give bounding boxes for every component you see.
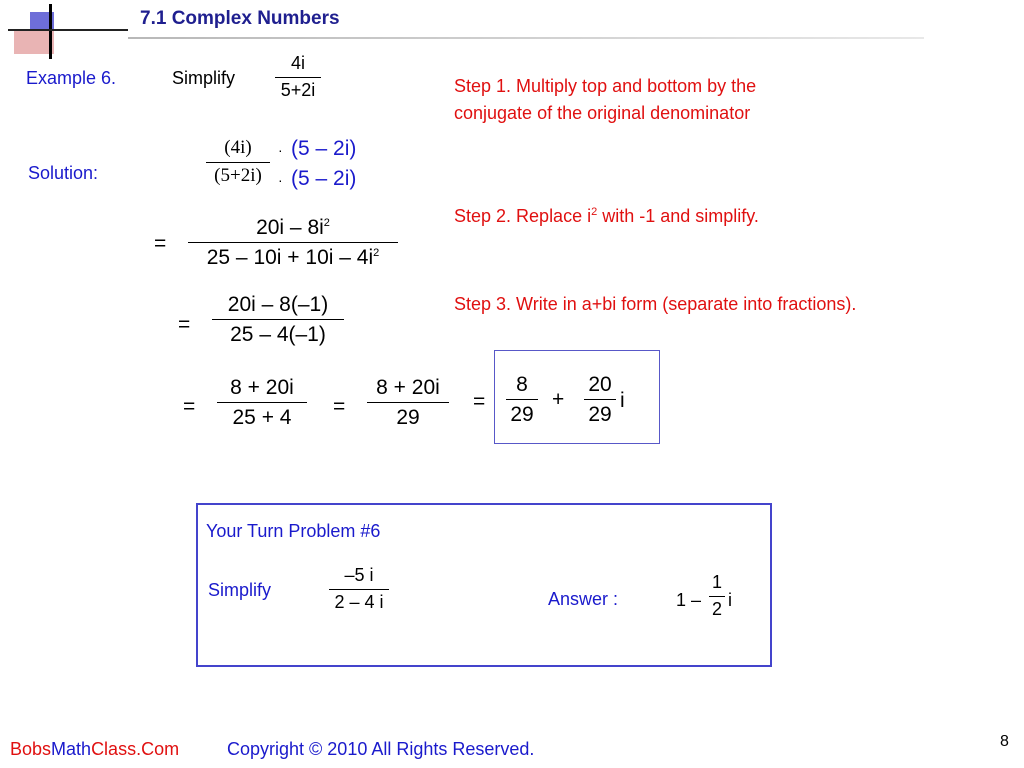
work3-denominator: 25 – 4(–1) <box>230 323 326 347</box>
result-f2-denominator: 29 <box>588 403 612 427</box>
work1-dot-top: · <box>278 142 283 158</box>
work2-den-sup: 2 <box>373 247 380 260</box>
work4-f1-denominator: 25 + 4 <box>232 406 292 430</box>
step2-text <box>454 206 759 227</box>
example-label: Example 6. <box>26 68 117 88</box>
answer-fraction <box>709 573 725 620</box>
result-fraction-2 <box>584 373 616 426</box>
solution-label: Solution: <box>28 163 99 183</box>
work4-equals-1: = <box>183 395 196 418</box>
answer-label: Answer : <box>548 589 619 609</box>
example-problem-numerator: 4i <box>290 53 305 73</box>
work3-equals: = <box>178 313 191 336</box>
work4-f2-denominator: 29 <box>396 406 420 430</box>
work4-f2-numerator: 8 + 20i <box>376 376 440 399</box>
work2-equals: = <box>154 232 167 255</box>
your-turn-problem-denominator: 2 – 4 i <box>334 591 384 612</box>
work3-fraction <box>212 293 344 346</box>
work3-numerator: 20i – 8(–1) <box>227 293 329 316</box>
work1-numerator: (4i) <box>224 137 252 158</box>
example-problem-fraction <box>275 54 321 101</box>
result-f1-denominator: 29 <box>510 403 534 427</box>
work2-numerator <box>256 216 330 239</box>
footer-brand-math: Math <box>51 739 92 759</box>
answer-denominator: 2 <box>711 598 722 619</box>
example-problem-denominator: 5+2i <box>280 79 316 100</box>
step3-text: Step 3. Write in a+bi form (separate into fractions). <box>454 294 857 314</box>
work4-equals-3: = <box>473 390 486 413</box>
work1-conjugate-bottom: (5 – 2i) <box>291 167 357 190</box>
work1-fraction <box>206 138 270 187</box>
work2-fraction <box>188 216 398 269</box>
work1-conjugate-top: (5 – 2i) <box>291 137 357 160</box>
step2-post: with -1 and simplify. <box>597 206 759 226</box>
answer-prefix: 1 – <box>676 590 702 610</box>
work1-denominator: (5+2i) <box>214 164 262 186</box>
step1-line2: conjugate of the original denominator <box>454 103 751 123</box>
work2-num-main: 20i – 8i <box>256 216 324 239</box>
step2-superscript: 2 <box>591 206 598 218</box>
result-fraction-1 <box>506 373 538 426</box>
result-plus: + <box>552 388 565 411</box>
result-i-suffix: i <box>620 389 625 412</box>
your-turn-problem-fraction <box>329 566 389 613</box>
logo-square-pink <box>14 30 54 54</box>
your-turn-title: Your Turn Problem #6 <box>206 521 381 541</box>
your-turn-instruction: Simplify <box>208 580 272 600</box>
page-title: 7.1 Complex Numbers <box>140 8 340 29</box>
footer-brand-class: Class.Com <box>91 739 180 759</box>
work2-den-main: 25 – 10i + 10i – 4i <box>206 246 374 270</box>
logo-horizontal-line <box>8 29 128 31</box>
your-turn-problem-numerator: –5 i <box>344 565 374 585</box>
page-number: 8 <box>1000 733 1009 750</box>
work4-fraction-2 <box>367 376 449 429</box>
step1-line1: Step 1. Multiply top and bottom by the <box>454 76 757 96</box>
work4-f1-numerator: 8 + 20i <box>230 376 294 399</box>
footer-brand-bobs: Bobs <box>10 739 52 759</box>
logo-vertical-line <box>49 4 52 59</box>
result-f1-numerator: 8 <box>516 373 528 396</box>
work2-denominator <box>207 246 380 269</box>
result-f2-numerator: 20 <box>588 373 612 396</box>
step2-pre: Step 2. Replace i <box>454 206 592 226</box>
work4-equals-2: = <box>333 395 346 418</box>
work1-dot-bottom: · <box>278 172 283 188</box>
footer-brand <box>10 739 179 760</box>
answer-suffix: i <box>728 590 732 610</box>
example-instruction: Simplify <box>172 68 236 88</box>
work2-num-sup: 2 <box>323 217 330 229</box>
footer-copyright: Copyright © 2010 All Rights Reserved. <box>227 739 535 759</box>
answer-numerator: 1 <box>711 572 722 592</box>
header-divider <box>128 37 924 39</box>
work4-fraction-1 <box>217 376 307 429</box>
